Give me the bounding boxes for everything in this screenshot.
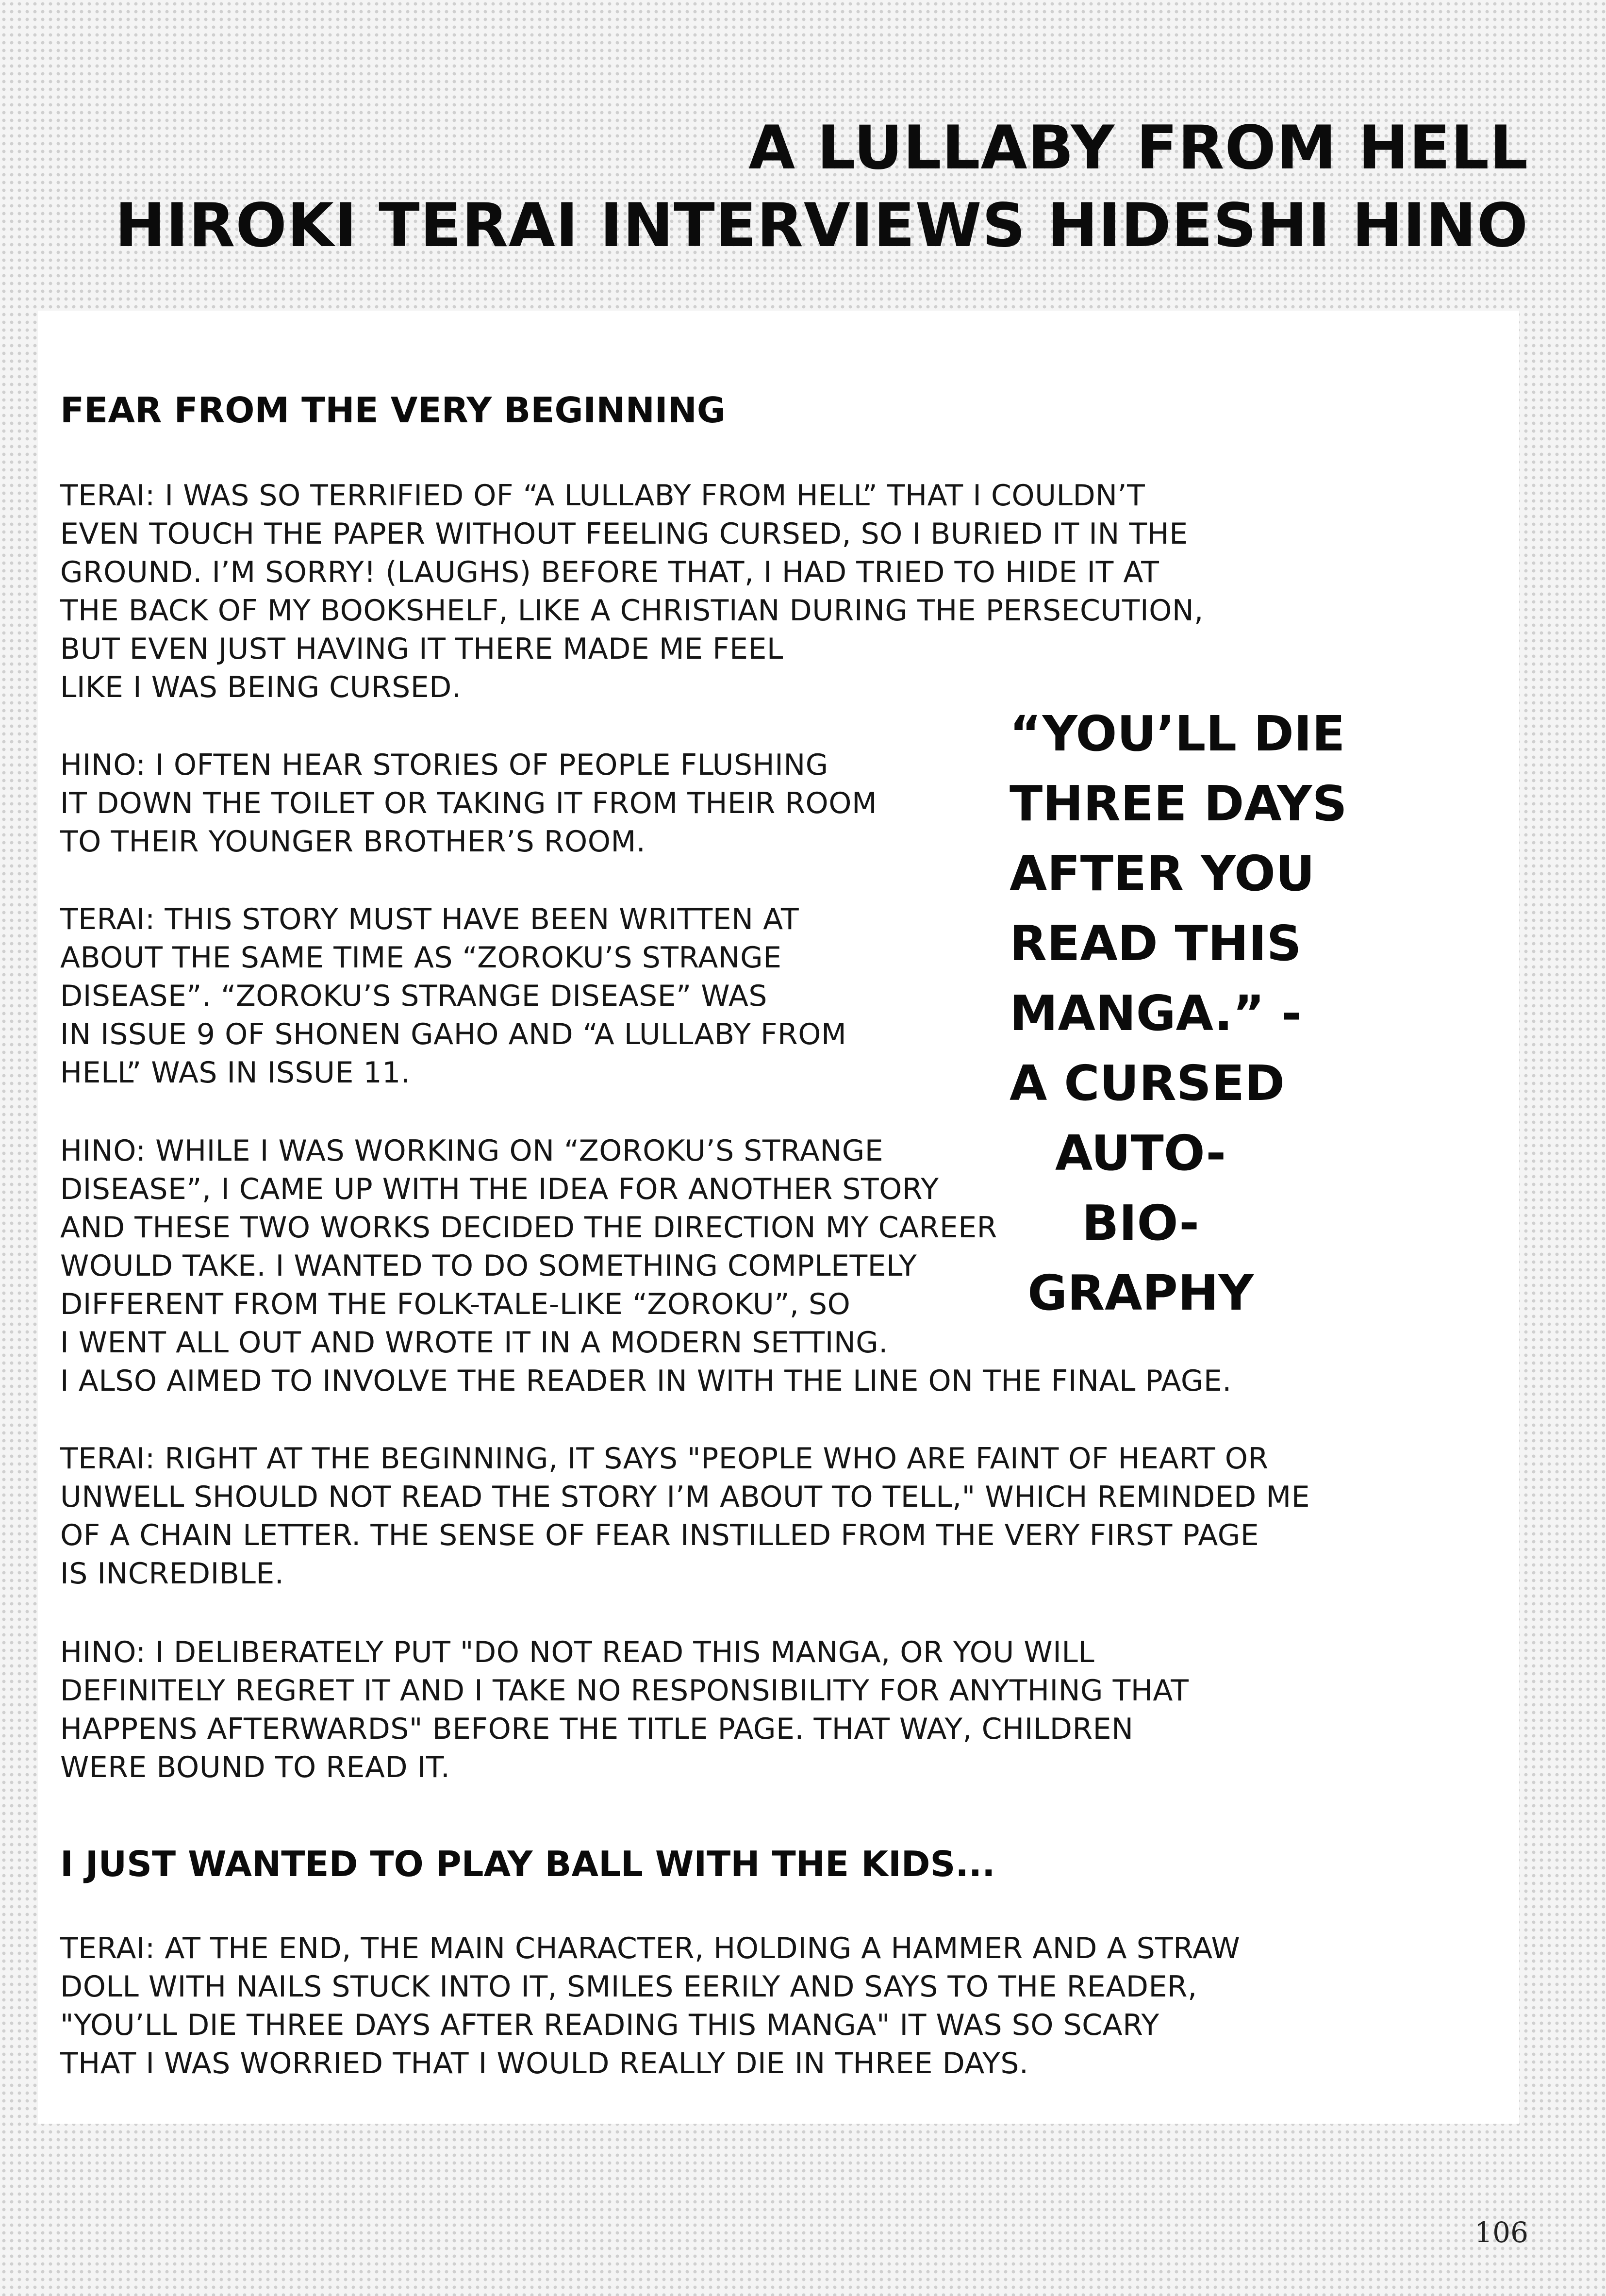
text-line: HELL” WAS IN ISSUE 11. <box>60 1056 411 1090</box>
text-line: HINO: I DELIBERATELY PUT "DO NOT READ THIS MANGA, OR YOU WILL <box>60 1635 1095 1669</box>
text-line: DEFINITELY REGRET IT AND I TAKE NO RESPONSIBILITY FOR ANYTHING THAT <box>60 1674 1189 1708</box>
text-line: DIFFERENT FROM THE FOLK-TALE-LIKE “ZOROKU”, SO <box>60 1287 851 1321</box>
text-line: "YOU’LL DIE THREE DAYS AFTER READING THIS MANGA" IT WAS SO SCARY <box>60 2008 1159 2042</box>
text-line: HINO: I OFTEN HEAR STORIES OF PEOPLE FLUSHING <box>60 748 828 782</box>
text-line: GROUND. I’M SORRY! (LAUGHS) BEFORE THAT, I HAD TRIED TO HIDE IT AT <box>60 555 1159 589</box>
pull-quote-line: THREE DAYS <box>1010 775 1347 832</box>
text-line: THAT I WAS WORRIED THAT I WOULD REALLY DIE IN THREE DAYS. <box>60 2046 1029 2080</box>
text-line: LIKE I WAS BEING CURSED. <box>60 670 462 704</box>
text-line: THE BACK OF MY BOOKSHELF, LIKE A CHRISTIAN DURING THE PERSECUTION, <box>60 594 1204 628</box>
paragraph-terai-1 <box>60 477 1204 707</box>
text-line: TERAI: AT THE END, THE MAIN CHARACTER, HOLDING A HAMMER AND A STRAW <box>60 1931 1241 1965</box>
text-line: TERAI: THIS STORY MUST HAVE BEEN WRITTEN AT <box>60 902 799 936</box>
text-line: AND THESE TWO WORKS DECIDED THE DIRECTION MY CAREER <box>60 1211 997 1245</box>
paragraph-terai-3 <box>60 1440 1310 1593</box>
text-line: I ALSO AIMED TO INVOLVE THE READER IN WITH THE LINE ON THE FINAL PAGE. <box>60 1364 1232 1398</box>
page-number: 106 <box>1474 2216 1528 2249</box>
section-heading-fear: FEAR FROM THE VERY BEGINNING <box>60 390 726 431</box>
text-line: IS INCREDIBLE. <box>60 1557 284 1591</box>
text-line: TERAI: RIGHT AT THE BEGINNING, IT SAYS "PEOPLE WHO ARE FAINT OF HEART OR <box>60 1442 1269 1476</box>
pull-quote-line: GRAPHY <box>1027 1264 1254 1321</box>
paragraph-terai-4 <box>60 1930 1240 2083</box>
text-line: TO THEIR YOUNGER BROTHER’S ROOM. <box>60 825 646 859</box>
text-line: OF A CHAIN LETTER. THE SENSE OF FEAR INSTILLED FROM THE VERY FIRST PAGE <box>60 1518 1259 1552</box>
title-line-1: A LULLABY FROM HELL <box>748 113 1528 183</box>
pull-quote-line: BIO- <box>1082 1195 1199 1251</box>
text-line: DOLL WITH NAILS STUCK INTO IT, SMILES EERILY AND SAYS TO THE READER, <box>60 1970 1197 2004</box>
text-line: WOULD TAKE. I WANTED TO DO SOMETHING COMPLETELY <box>60 1249 917 1283</box>
text-line: IN ISSUE 9 OF SHONEN GAHO AND “A LULLABY FROM <box>60 1017 847 1051</box>
text-line: DISEASE”. “ZOROKU’S STRANGE DISEASE” WAS <box>60 979 767 1013</box>
paragraph-hino-3 <box>60 1633 1189 1787</box>
pull-quote-line: A CURSED <box>1010 1055 1285 1112</box>
pull-quote-line: READ THIS <box>1010 915 1302 972</box>
pull-quote-line: “YOU’LL DIE <box>1010 705 1345 762</box>
text-line: TERAI: I WAS SO TERRIFIED OF “A LULLABY FROM HELL” THAT I COULDN’T <box>60 479 1145 513</box>
text-line: HAPPENS AFTERWARDS" BEFORE THE TITLE PAGE. THAT WAY, CHILDREN <box>60 1712 1134 1746</box>
text-line: WERE BOUND TO READ IT. <box>60 1750 450 1784</box>
text-line: EVEN TOUCH THE PAPER WITHOUT FEELING CURSED, SO I BURIED IT IN THE <box>60 517 1188 551</box>
text-line: ABOUT THE SAME TIME AS “ZOROKU’S STRANGE <box>60 941 782 975</box>
paragraph-hino-1 <box>60 746 877 861</box>
text-line: UNWELL SHOULD NOT READ THE STORY I’M ABOUT TO TELL," WHICH REMINDED ME <box>60 1480 1310 1514</box>
pull-quote-line: AUTO- <box>1055 1125 1226 1181</box>
page-title <box>115 109 1528 265</box>
pull-quote-line: AFTER YOU <box>1010 845 1315 902</box>
text-line: I WENT ALL OUT AND WROTE IT IN A MODERN SETTING. <box>60 1326 888 1360</box>
title-line-2: HIROKI TERAI INTERVIEWS HIDESHI HINO <box>115 191 1528 261</box>
pull-quote-line: MANGA.” - <box>1010 985 1302 1042</box>
section-heading-play-ball: I JUST WANTED TO PLAY BALL WITH THE KIDS... <box>60 1844 995 1884</box>
paragraph-terai-2 <box>60 900 846 1092</box>
text-line: HINO: WHILE I WAS WORKING ON “ZOROKU’S STRANGE <box>60 1134 884 1168</box>
text-line: DISEASE”, I CAME UP WITH THE IDEA FOR ANOTHER STORY <box>60 1172 939 1206</box>
text-line: BUT EVEN JUST HAVING IT THERE MADE ME FEEL <box>60 632 783 666</box>
text-line: IT DOWN THE TOILET OR TAKING IT FROM THEIR ROOM <box>60 786 878 820</box>
pull-quote <box>1010 699 1347 1328</box>
